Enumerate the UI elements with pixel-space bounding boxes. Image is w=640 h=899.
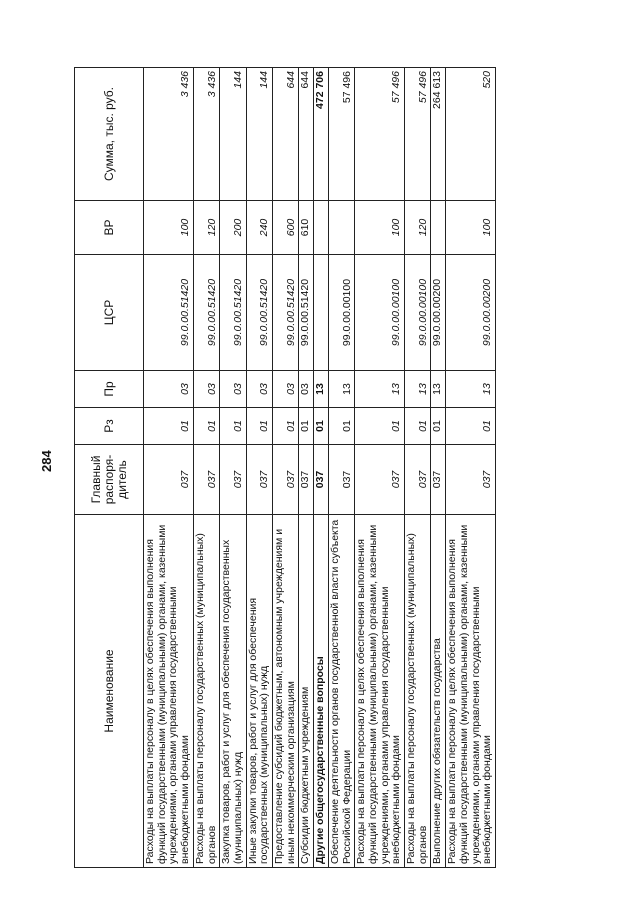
table-row-section	[314, 68, 329, 868]
row-rz: 01	[328, 408, 354, 445]
row-csr: 99.0.00.00100	[355, 255, 405, 371]
row-vr: 100	[355, 201, 405, 255]
row-pr: 13	[314, 371, 329, 408]
row-pr: 03	[144, 371, 194, 408]
row-rz: 01	[144, 408, 194, 445]
row-rz: 01	[314, 408, 329, 445]
row-vr: 120	[193, 201, 219, 255]
row-csr: 99.0.00.51420	[299, 255, 314, 371]
row-admin: 037	[220, 445, 246, 515]
row-name: Расходы на выплаты персоналу государственных (муниципальных) органов	[193, 515, 219, 868]
row-name: Расходы на выплаты персоналу в целях обеспечения выполнения функций государственными (муниципальными) органами, казенными учреждениями, органами управления государственными внебюджетными фондами	[355, 515, 405, 868]
row-name: Обеспечение деятельности органов государственной власти субъекта Российской Федерации	[328, 515, 354, 868]
row-name: Иные закупки товаров, работ и услуг для обеспечения государственных (муниципальных) нужд	[246, 515, 272, 868]
row-pr: 03	[220, 371, 246, 408]
row-admin: 037	[446, 445, 496, 515]
row-name: Закупка товаров, работ и услуг для обеспечения государственных (муниципальных) нужд	[220, 515, 246, 868]
row-sum: 144	[246, 68, 272, 201]
row-name: Субсидии бюджетным учреждениям	[299, 515, 314, 868]
table-row	[144, 68, 194, 868]
row-admin: 037	[273, 445, 299, 515]
row-rz: 01	[193, 408, 219, 445]
header-sum: Сумма, тыс. руб.	[75, 68, 144, 201]
row-sum: 57 496	[328, 68, 354, 201]
row-vr: 240	[246, 201, 272, 255]
table-row	[299, 68, 314, 868]
table-row	[405, 68, 431, 868]
row-csr: 99.0.00.51420	[193, 255, 219, 371]
row-sum: 520	[446, 68, 496, 201]
row-vr: 200	[220, 201, 246, 255]
row-pr: 03	[246, 371, 272, 408]
row-name: Выполнение других обязательств государства	[431, 515, 446, 868]
row-pr: 13	[405, 371, 431, 408]
row-sum: 3 436	[193, 68, 219, 201]
row-name: Другие общегосударственные вопросы	[314, 515, 329, 868]
row-admin: 037	[299, 445, 314, 515]
row-csr: 99.0.00.00200	[431, 255, 446, 371]
row-rz: 01	[299, 408, 314, 445]
row-csr: 99.0.00.00200	[446, 255, 496, 371]
row-pr: 13	[328, 371, 354, 408]
table-row	[273, 68, 299, 868]
row-admin: 037	[246, 445, 272, 515]
row-sum: 644	[299, 68, 314, 201]
row-rz: 01	[220, 408, 246, 445]
row-csr: 99.0.00.00100	[405, 255, 431, 371]
header-csr: ЦСР	[75, 255, 144, 371]
row-admin: 037	[405, 445, 431, 515]
row-sum: 644	[273, 68, 299, 201]
row-csr: 99.0.00.51420	[144, 255, 194, 371]
row-pr: 13	[355, 371, 405, 408]
row-vr	[314, 201, 329, 255]
row-pr: 03	[193, 371, 219, 408]
row-admin: 037	[431, 445, 446, 515]
table-row	[193, 68, 219, 868]
table-row	[328, 68, 354, 868]
row-vr: 120	[405, 201, 431, 255]
table-row	[431, 68, 446, 868]
row-admin: 037	[144, 445, 194, 515]
row-sum: 57 496	[355, 68, 405, 201]
row-name: Расходы на выплаты персоналу государственных (муниципальных) органов	[405, 515, 431, 868]
row-sum: 3 436	[144, 68, 194, 201]
row-admin: 037	[314, 445, 329, 515]
row-name: Расходы на выплаты персоналу в целях обеспечения выполнения функций государственными (муниципальными) органами, казенными учреждениями, органами управления государственными внебюджетными фондами	[446, 515, 496, 868]
row-csr: 99.0.00.51420	[273, 255, 299, 371]
row-sum: 144	[220, 68, 246, 201]
table-header-row	[75, 68, 144, 868]
table-row	[220, 68, 246, 868]
row-vr	[431, 201, 446, 255]
row-vr	[328, 201, 354, 255]
row-sum: 472 706	[314, 68, 329, 201]
row-name: Предоставление субсидий бюджетным, автономным учреждениям и иным некоммерческим организациям	[273, 515, 299, 868]
row-rz: 01	[446, 408, 496, 445]
budget-table	[74, 67, 496, 868]
table-row	[355, 68, 405, 868]
row-csr: 99.0.00.00100	[328, 255, 354, 371]
row-sum: 57 496	[405, 68, 431, 201]
budget-table-sheet	[74, 68, 530, 868]
row-pr: 13	[446, 371, 496, 408]
page-number: 284	[39, 450, 54, 472]
table-row	[246, 68, 272, 868]
row-vr: 100	[144, 201, 194, 255]
row-csr	[314, 255, 329, 371]
row-vr: 100	[446, 201, 496, 255]
header-name: Наименование	[75, 515, 144, 868]
row-admin: 037	[193, 445, 219, 515]
header-pr: Пр	[75, 371, 144, 408]
header-rz: Рз	[75, 408, 144, 445]
header-vr: ВР	[75, 201, 144, 255]
row-csr: 99.0.00.51420	[246, 255, 272, 371]
row-admin: 037	[328, 445, 354, 515]
row-pr: 13	[431, 371, 446, 408]
row-rz: 01	[405, 408, 431, 445]
row-rz: 01	[246, 408, 272, 445]
row-admin: 037	[355, 445, 405, 515]
table-row	[446, 68, 496, 868]
row-pr: 03	[273, 371, 299, 408]
row-rz: 01	[273, 408, 299, 445]
row-vr: 610	[299, 201, 314, 255]
row-vr: 600	[273, 201, 299, 255]
row-csr: 99.0.00.51420	[220, 255, 246, 371]
row-name: Расходы на выплаты персоналу в целях обеспечения выполнения функций государственными (муниципальными) органами, казенными учреждениями, органами управления государственными внебюджетными фондами	[144, 515, 194, 868]
row-pr: 03	[299, 371, 314, 408]
row-rz: 01	[431, 408, 446, 445]
header-admin: Главный распоря-дитель	[75, 445, 144, 515]
row-rz: 01	[355, 408, 405, 445]
row-sum: 264 613	[431, 68, 446, 201]
